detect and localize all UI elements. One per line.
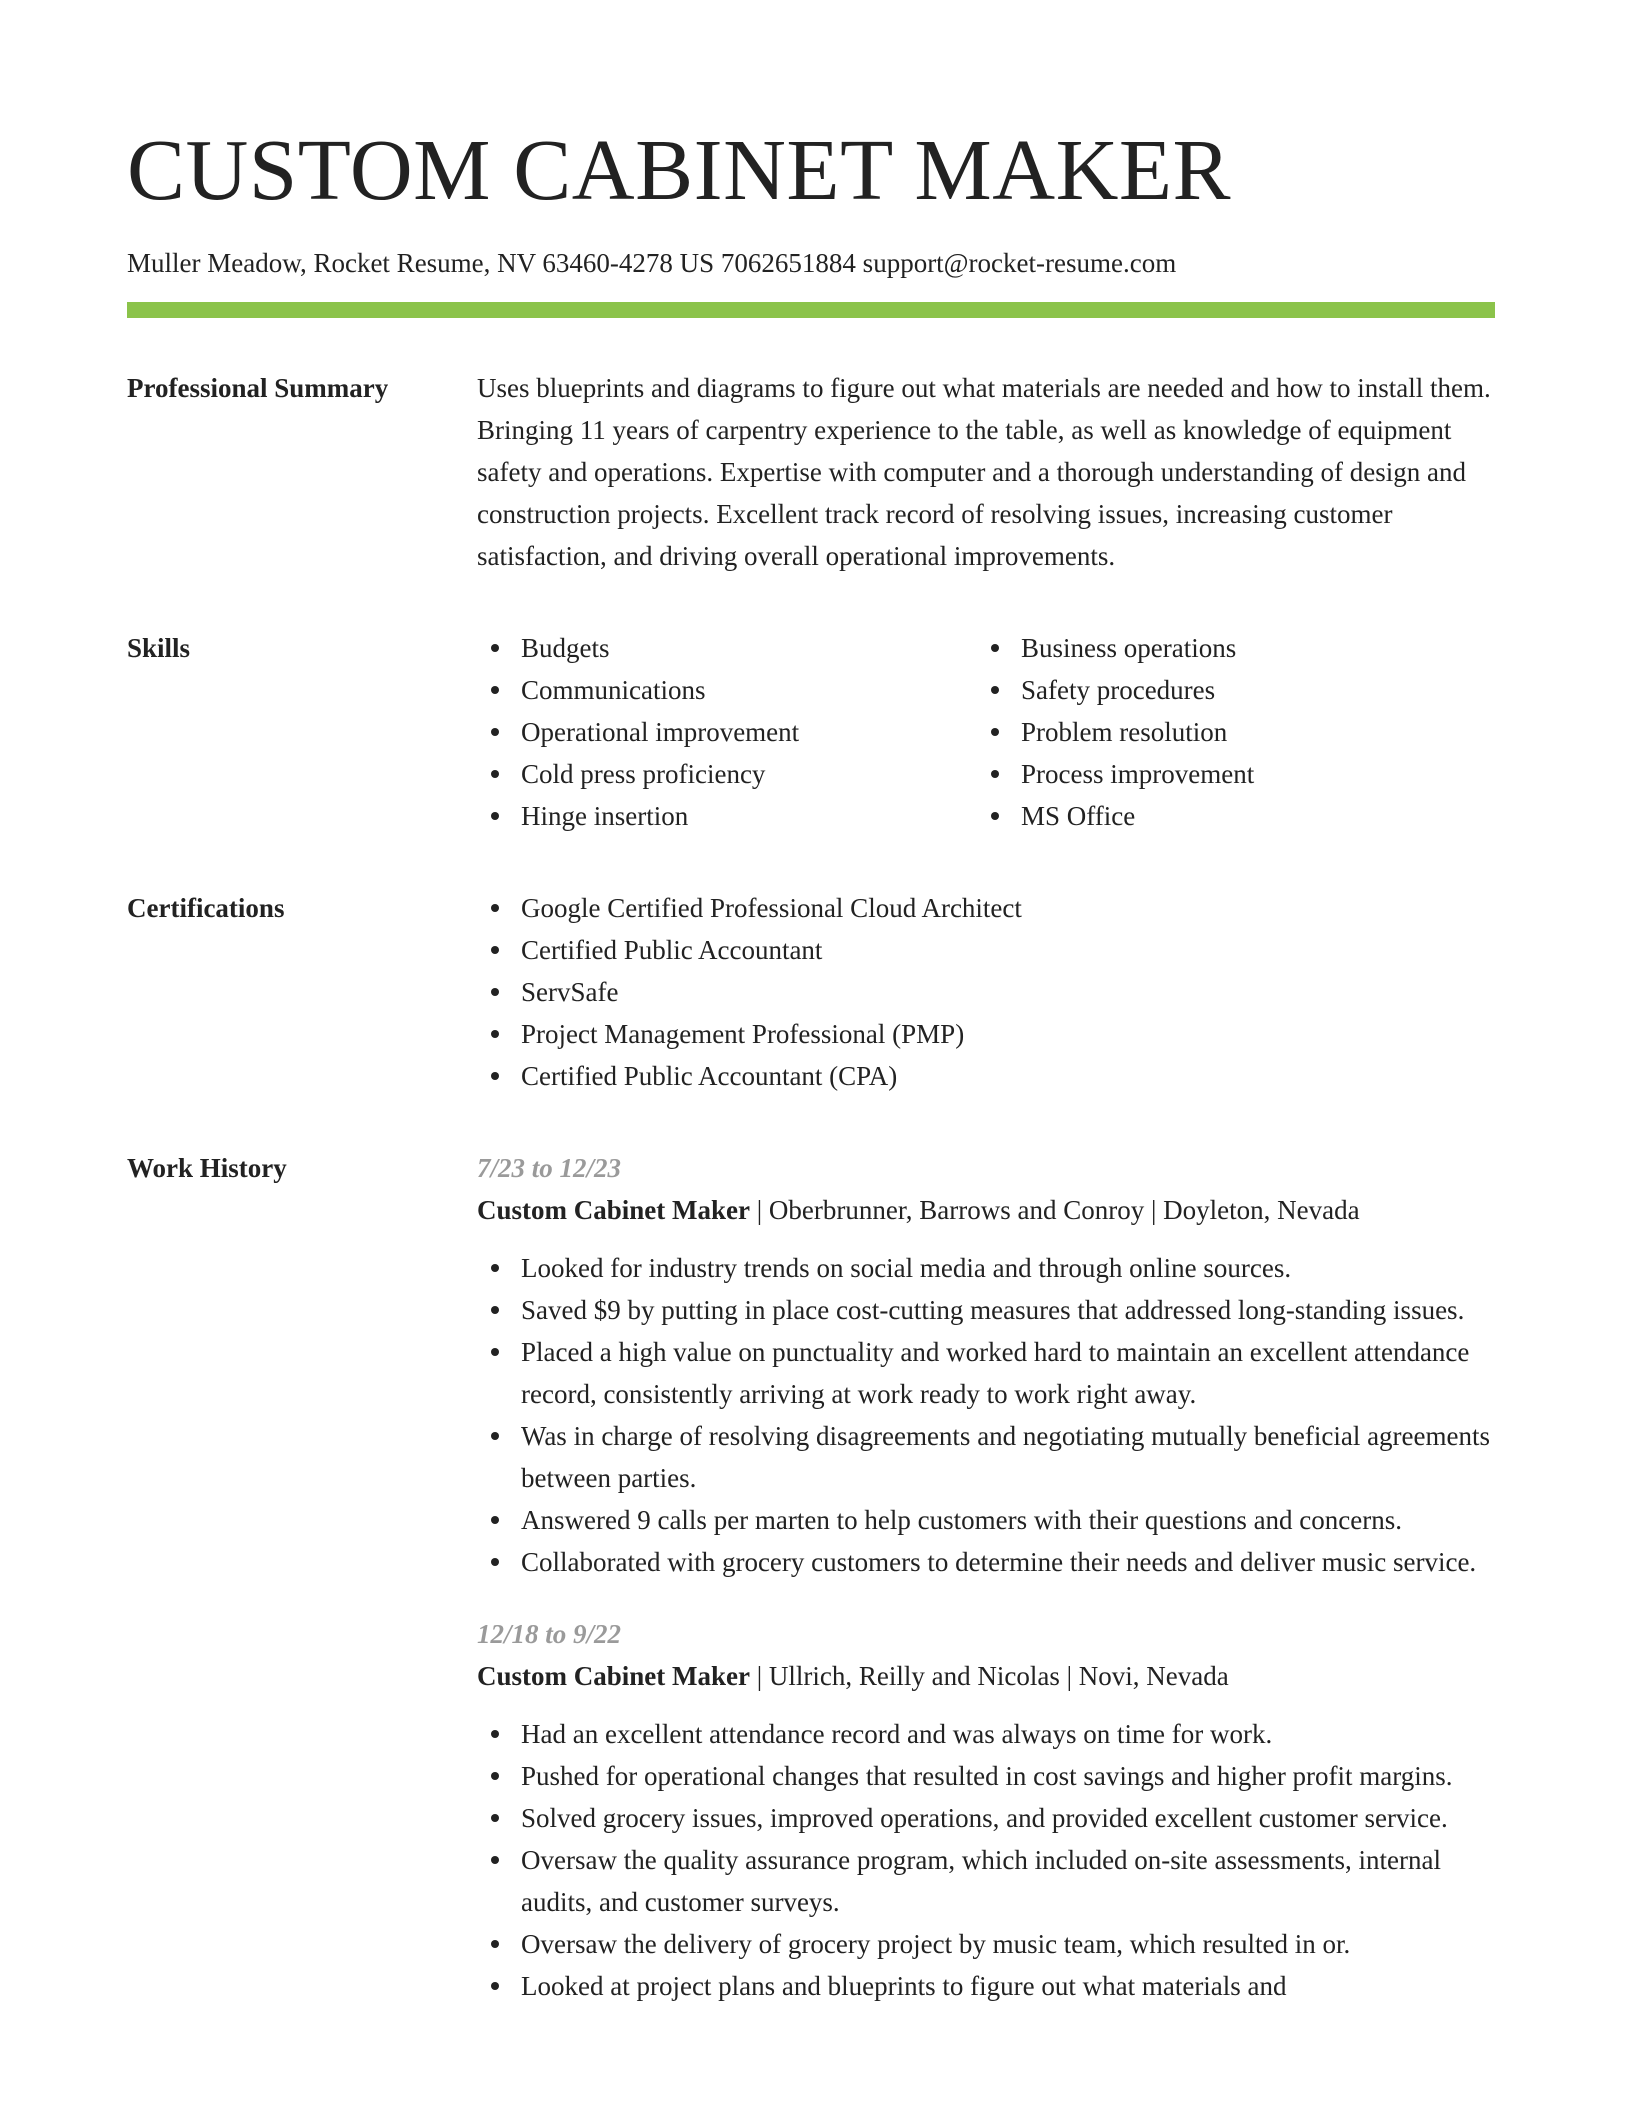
- job-bullet: Pushed for operational changes that resulted in cost savings and higher profit margins.: [521, 1755, 1495, 1797]
- resume-page: [127, 120, 1495, 2007]
- skill-item: MS Office: [1021, 795, 1477, 837]
- certifications-body: [477, 887, 1495, 1097]
- job-details: | Ullrich, Reilly and Nicolas | Novi, Nevada: [749, 1661, 1229, 1691]
- section-title: Professional Summary: [127, 373, 389, 403]
- section-title: Skills: [127, 633, 191, 663]
- job-bullet: Looked for industry trends on social media and through online sources.: [521, 1247, 1495, 1289]
- skill-item: Operational improvement: [521, 711, 977, 753]
- job-bullet: Solved grocery issues, improved operations, and provided excellent customer service.: [521, 1797, 1495, 1839]
- job-bullet: Collaborated with grocery customers to determine their needs and deliver music service.: [521, 1541, 1495, 1583]
- job-details: | Oberbrunner, Barrows and Conroy | Doyleton, Nevada: [749, 1195, 1360, 1225]
- job-heading: [477, 1655, 1495, 1697]
- certifications-list: [477, 887, 1495, 1097]
- job-title: Custom Cabinet Maker: [477, 1661, 750, 1691]
- header-divider: [127, 302, 1495, 318]
- job-bullet: Saved $9 by putting in place cost-cutting measures that addressed long-standing issues.: [521, 1289, 1495, 1331]
- job-bullet: Was in charge of resolving disagreements and negotiating mutually beneficial agreements between parties.: [521, 1415, 1495, 1499]
- summary-text: Uses blueprints and diagrams to figure out what materials are needed and how to install them. Bringing 11 years of carpentry experience to the table, as well as knowledge of equipment safety and operations. Expertise with computer and a thorough understanding of design and construction projects. Excellent track record of resolving issues, increasing customer satisfaction, and driving overall operational improvements.: [477, 373, 1491, 571]
- skill-item: Communications: [521, 669, 977, 711]
- skill-item: Process improvement: [1021, 753, 1477, 795]
- job-bullets: [477, 1247, 1495, 1583]
- job-bullet: Oversaw the quality assurance program, which included on-site assessments, internal audits, and customer surveys.: [521, 1839, 1495, 1923]
- contact-line: Muller Meadow, Rocket Resume, NV 63460-4278 US 7062651884 support@rocket-resume.com: [127, 248, 1177, 278]
- job-bullet: Placed a high value on punctuality and worked hard to maintain an excellent attendance record, consistently arriving at work ready to work right away.: [521, 1331, 1495, 1415]
- certification-item: Project Management Professional (PMP): [521, 1013, 1495, 1055]
- job-bullet: Looked at project plans and blueprints to figure out what materials and: [521, 1965, 1495, 2007]
- job-title: Custom Cabinet Maker: [477, 1195, 750, 1225]
- skills-body: [477, 627, 1495, 837]
- skill-item: Cold press proficiency: [521, 753, 977, 795]
- certification-item: ServSafe: [521, 971, 1495, 1013]
- section-title: Certifications: [127, 893, 285, 923]
- job-bullet: Had an excellent attendance record and was always on time for work.: [521, 1713, 1495, 1755]
- work-history-section: [127, 1147, 1495, 2007]
- resume-name: CUSTOM CABINET MAKER: [127, 121, 1232, 218]
- skill-item: Budgets: [521, 627, 977, 669]
- job-heading: [477, 1189, 1495, 1231]
- job-entry: [477, 1147, 1495, 1583]
- job-dates: 7/23 to 12/23: [477, 1153, 622, 1183]
- job-dates: 12/18 to 9/22: [477, 1619, 622, 1649]
- summary-body: [477, 367, 1495, 577]
- skill-item: Problem resolution: [1021, 711, 1477, 753]
- skills-right-list: [977, 627, 1477, 837]
- section-title: Work History: [127, 1153, 287, 1183]
- certification-item: Google Certified Professional Cloud Architect: [521, 887, 1495, 929]
- job-entry: [477, 1613, 1495, 2007]
- skills-grid: [477, 627, 1495, 837]
- job-bullets: [477, 1713, 1495, 2007]
- job-bullet: Oversaw the delivery of grocery project by music team, which resulted in or.: [521, 1923, 1495, 1965]
- certifications-section: [127, 887, 1495, 1097]
- summary-section: [127, 367, 1495, 577]
- skill-item: Hinge insertion: [521, 795, 977, 837]
- certification-item: Certified Public Accountant: [521, 929, 1495, 971]
- work-history-body: [477, 1147, 1495, 2007]
- skills-left-list: [477, 627, 977, 837]
- skills-section: [127, 627, 1495, 837]
- skill-item: Business operations: [1021, 627, 1477, 669]
- job-bullet: Answered 9 calls per marten to help customers with their questions and concerns.: [521, 1499, 1495, 1541]
- skill-item: Safety procedures: [1021, 669, 1477, 711]
- certification-item: Certified Public Accountant (CPA): [521, 1055, 1495, 1097]
